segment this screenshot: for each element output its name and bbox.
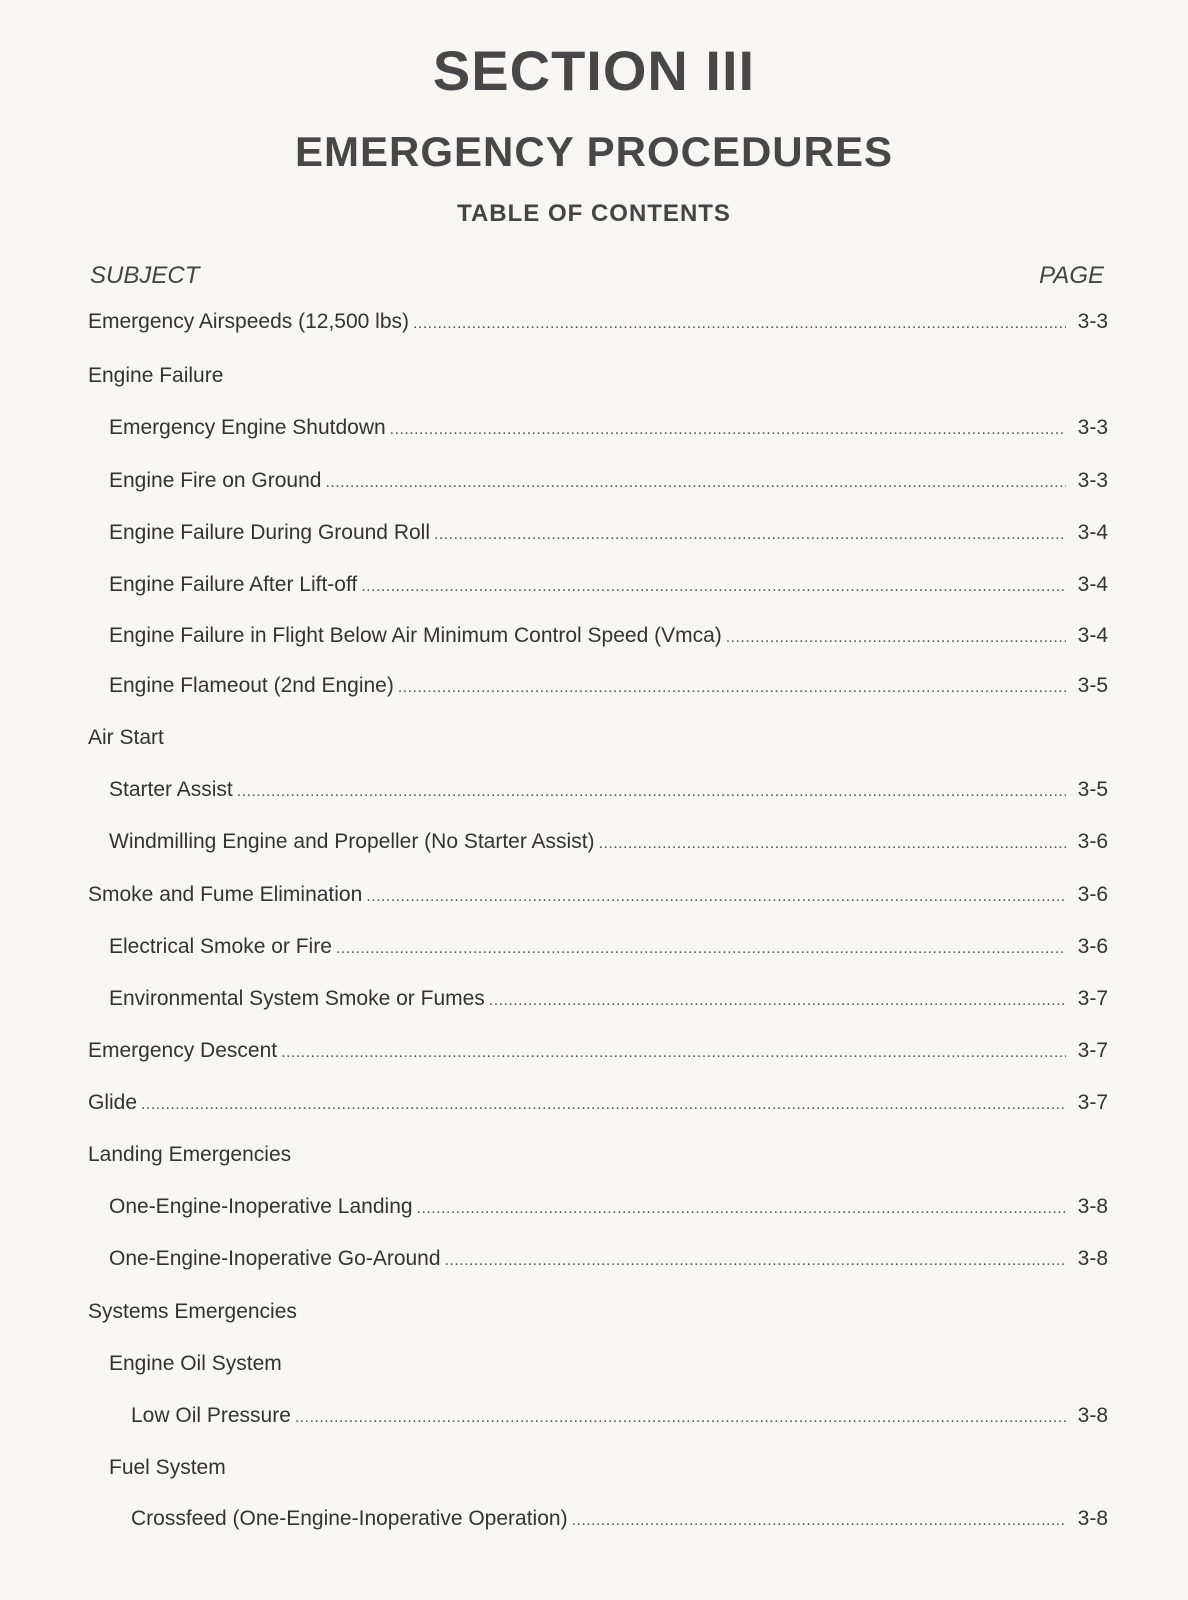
- toc-entry-page: 3-3: [1077, 416, 1108, 439]
- toc-group-heading: [0, 1300, 1188, 1330]
- dot-leader: [281, 1044, 1066, 1062]
- toc-entry[interactable]: [0, 778, 1188, 808]
- section-subtitle: EMERGENCY PROCEDURES: [295, 128, 893, 175]
- toc-entry[interactable]: [0, 416, 1188, 446]
- toc-entry[interactable]: [0, 830, 1188, 860]
- toc-entry-page: 3-8: [1077, 1195, 1108, 1218]
- toc-group-label: Air Start: [88, 726, 164, 749]
- toc-entry-page: 3-6: [1077, 935, 1108, 958]
- toc-group-label: Fuel System: [109, 1456, 226, 1479]
- toc-entry[interactable]: [0, 573, 1188, 603]
- dot-leader: [726, 629, 1066, 647]
- toc-entry[interactable]: [0, 883, 1188, 913]
- dot-leader: [434, 526, 1066, 544]
- toc-entry-page: 3-8: [1077, 1404, 1108, 1427]
- toc-group-heading: [0, 364, 1188, 394]
- toc-entry-page: 3-7: [1077, 1039, 1108, 1062]
- toc-entry-page: 3-5: [1077, 778, 1108, 801]
- toc-group-label: Engine Failure: [88, 364, 224, 387]
- toc-entry[interactable]: [0, 674, 1188, 704]
- toc-entry-label: Engine Failure After Lift-off: [109, 573, 358, 596]
- dot-leader: [398, 679, 1066, 697]
- toc-entry-label: Windmilling Engine and Propeller (No Starter Assist): [109, 830, 595, 853]
- toc-entry-page: 3-8: [1077, 1507, 1108, 1530]
- toc-group-label: Systems Emergencies: [88, 1300, 297, 1323]
- toc-entry-label: Starter Assist: [109, 778, 233, 801]
- toc-entry-label: Engine Fire on Ground: [109, 469, 322, 492]
- toc-entry[interactable]: [0, 521, 1188, 551]
- toc-entry-label: One-Engine-Inoperative Go-Around: [109, 1247, 441, 1270]
- toc-entry-page: 3-6: [1077, 883, 1108, 906]
- toc-entry-label: Crossfeed (One-Engine-Inoperative Operation): [131, 1507, 568, 1530]
- toc-entry-label: Engine Flameout (2nd Engine): [109, 674, 394, 697]
- toc-entry-label: Low Oil Pressure: [131, 1404, 291, 1427]
- dot-leader: [572, 1512, 1066, 1530]
- toc-entry-page: 3-6: [1077, 830, 1108, 853]
- dot-leader: [295, 1409, 1066, 1427]
- dot-leader: [599, 835, 1066, 853]
- page-column-header: PAGE: [1039, 262, 1104, 289]
- dot-leader: [445, 1252, 1066, 1270]
- dot-leader: [237, 783, 1066, 801]
- section-title: SECTION III: [432, 39, 756, 102]
- toc-entry-page: 3-4: [1077, 521, 1108, 544]
- dot-leader: [141, 1096, 1066, 1114]
- toc-entry-label: Emergency Airspeeds (12,500 lbs): [88, 310, 409, 333]
- dot-leader: [417, 1200, 1066, 1218]
- toc-entry-label: One-Engine-Inoperative Landing: [109, 1195, 413, 1218]
- toc-entry-page: 3-3: [1077, 469, 1108, 492]
- toc-entry-label: Environmental System Smoke or Fumes: [109, 987, 485, 1010]
- toc-entry-page: 3-7: [1077, 1091, 1108, 1114]
- dot-leader: [390, 421, 1066, 439]
- toc-entry[interactable]: [0, 1404, 1188, 1434]
- toc-entry-label: Smoke and Fume Elimination: [88, 883, 363, 906]
- dot-leader: [325, 474, 1066, 492]
- toc-group-label: Engine Oil System: [109, 1352, 282, 1375]
- toc-entry-page: 3-4: [1077, 573, 1108, 596]
- toc-subgroup-heading: [0, 1456, 1188, 1486]
- toc-entry[interactable]: [0, 469, 1188, 499]
- toc-entry-label: Glide: [88, 1091, 138, 1114]
- toc-entry-label: Engine Failure in Flight Below Air Minimum Control Speed (Vmca): [109, 624, 722, 647]
- toc-entry-page: 3-4: [1077, 624, 1108, 647]
- dot-leader: [489, 992, 1066, 1010]
- toc-entry-label: Emergency Descent: [88, 1039, 278, 1062]
- dot-leader: [413, 315, 1066, 333]
- toc-entry-page: 3-7: [1077, 987, 1108, 1010]
- toc-subgroup-heading: [0, 1352, 1188, 1382]
- toc-entry[interactable]: [0, 624, 1188, 654]
- toc-entry[interactable]: [0, 1507, 1188, 1537]
- toc-group-label: Landing Emergencies: [88, 1143, 292, 1166]
- toc-entry-page: 3-5: [1077, 674, 1108, 697]
- toc-entry[interactable]: [0, 987, 1188, 1017]
- dot-leader: [336, 940, 1066, 958]
- dot-leader: [361, 578, 1066, 596]
- toc-heading: TABLE OF CONTENTS: [457, 200, 731, 227]
- toc-entry[interactable]: [0, 1039, 1188, 1069]
- toc-entry-label: Engine Failure During Ground Roll: [109, 521, 430, 544]
- toc-group-heading: [0, 726, 1188, 756]
- toc-group-heading: [0, 1143, 1188, 1173]
- toc-entry[interactable]: [0, 1195, 1188, 1225]
- toc-entry[interactable]: [0, 310, 1188, 340]
- toc-entry-label: Electrical Smoke or Fire: [109, 935, 332, 958]
- toc-entry-page: 3-8: [1077, 1247, 1108, 1270]
- subject-column-header: SUBJECT: [90, 262, 200, 289]
- toc-entry-page: 3-3: [1077, 310, 1108, 333]
- toc-entry-label: Emergency Engine Shutdown: [109, 416, 386, 439]
- toc-entry[interactable]: [0, 1247, 1188, 1277]
- dot-leader: [366, 888, 1066, 906]
- toc-entry[interactable]: [0, 935, 1188, 965]
- toc-entry[interactable]: [0, 1091, 1188, 1121]
